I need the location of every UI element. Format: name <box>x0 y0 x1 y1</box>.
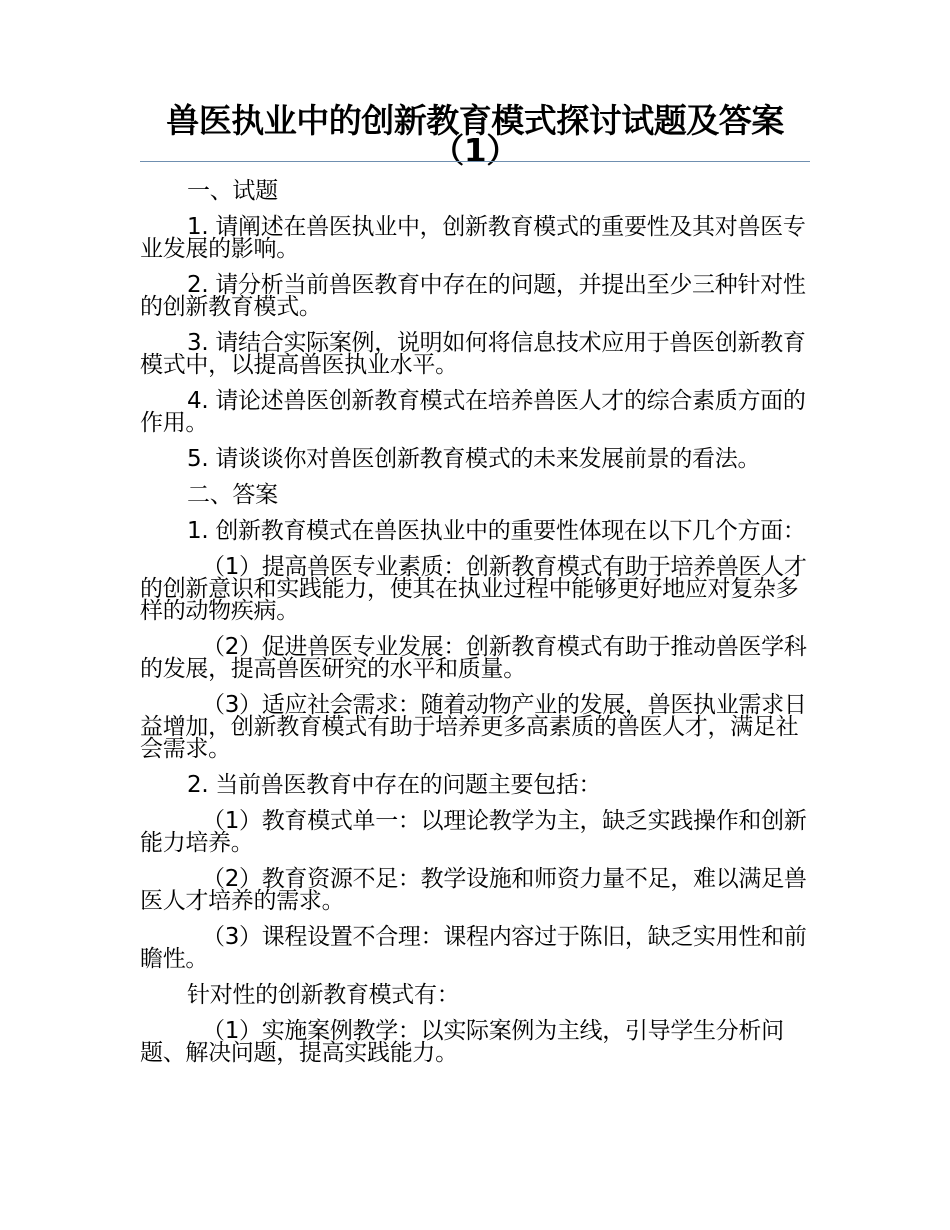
paragraph: 针对性的创新教育模式有： <box>187 982 460 1008</box>
paragraph: 3. 请结合实际案例，说明如何将信息技术应用于兽医创新教育模式中，以提高兽医执业水平。 <box>140 330 806 378</box>
paragraph: （3）适应社会需求：随着动物产业的发展，兽医执业需求日益增加，创新教育模式有助于培养更多高素质的兽医人才，满足社会需求。 <box>140 692 807 762</box>
paragraph: （2）教育资源不足：教学设施和师资力量不足，难以满足兽医人才培养的需求。 <box>140 866 807 914</box>
paragraph: 5. 请谈谈你对兽医创新教育模式的未来发展前景的看法。 <box>187 446 761 472</box>
paragraph: （3）课程设置不合理：课程内容过于陈旧，缺乏实用性和前瞻性。 <box>140 924 807 972</box>
document-body <box>140 180 810 1078</box>
paragraph: 2. 当前兽医教育中存在的问题主要包括： <box>187 772 602 798</box>
paragraph: 1. 请阐述在兽医执业中，创新教育模式的重要性及其对兽医专业发展的影响。 <box>140 214 806 262</box>
paragraph: 一、试题 <box>187 178 278 204</box>
paragraph: 二、答案 <box>187 482 278 508</box>
paragraph: （1）提高兽医专业素质：创新教育模式有助于培养兽医人才的创新意识和实践能力，使其在执业过程中能够更好地应对复杂多样的动物疾病。 <box>140 554 807 624</box>
paragraph: （1）实施案例教学：以实际案例为主线，引导学生分析问题、解决问题，提高实践能力。 <box>140 1018 784 1066</box>
paragraph: 2. 请分析当前兽医教育中存在的问题，并提出至少三种针对性的创新教育模式。 <box>140 272 806 320</box>
paragraph: 4. 请论述兽医创新教育模式在培养兽医人才的综合素质方面的作用。 <box>140 388 806 436</box>
paragraph: （1）教育模式单一：以理论教学为主，缺乏实践操作和创新能力培养。 <box>140 808 807 856</box>
title-underline <box>140 161 810 162</box>
paragraph: （2）促进兽医专业发展：创新教育模式有助于推动兽医学科的发展，提高兽医研究的水平和质量。 <box>140 634 807 682</box>
document-title: 兽医执业中的创新教育模式探讨试题及答案（1） <box>166 101 784 170</box>
paragraph: 1. 创新教育模式在兽医执业中的重要性体现在以下几个方面： <box>187 518 806 544</box>
